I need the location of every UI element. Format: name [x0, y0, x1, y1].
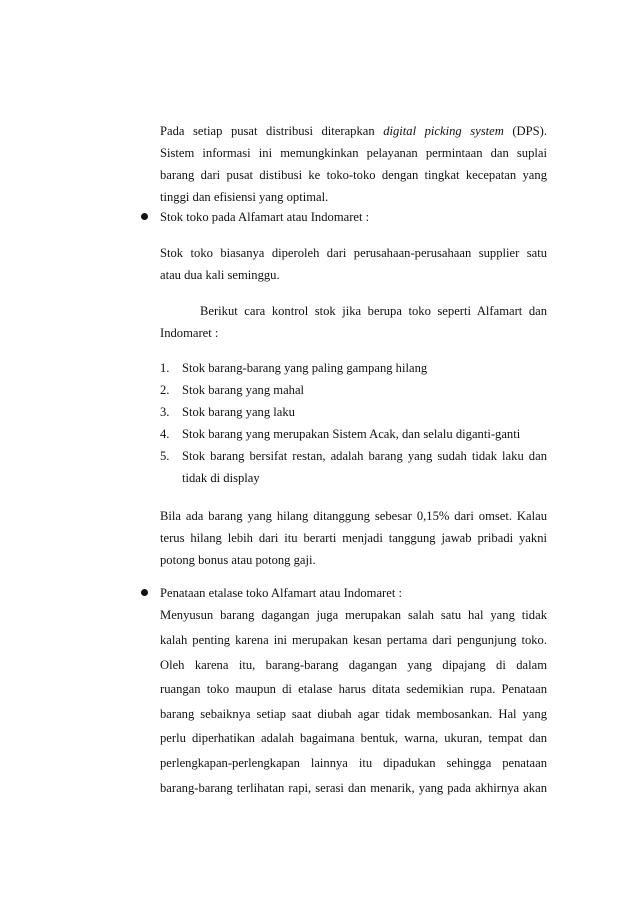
paragraph-etalase-line: barang-barang terlihatan rapi, serasi dan menarik, yang pada akhirnya akan: [160, 781, 547, 795]
list-number: 1.: [160, 361, 170, 375]
list-number: 5.: [160, 449, 170, 463]
list-item-continuation: tidak di display: [182, 471, 260, 485]
paragraph-etalase-line: Oleh karena itu, barang-barang dagangan yang dipajang di dalam: [160, 658, 547, 672]
list-number: 3.: [160, 405, 170, 419]
paragraph-etalase-line: perlu diperhatikan adalah bagaimana bentuk, warna, ukuran, tempat dan: [160, 731, 547, 745]
list-item: Stok barang yang merupakan Sistem Acak, dan selalu diganti-ganti: [182, 427, 521, 441]
paragraph-dps-line-1: Pada setiap pusat distribusi diterapkan digital picking system (DPS).: [160, 124, 547, 138]
list-item: Stok barang yang mahal: [182, 383, 305, 397]
bullet-icon: [141, 213, 148, 220]
paragraph-stok-line-1: Stok toko biasanya diperoleh dari perusahaan-perusahaan supplier satu: [160, 246, 547, 260]
list-number: 2.: [160, 383, 170, 397]
paragraph-stok-line-2: atau dua kali seminggu.: [160, 268, 280, 282]
paragraph-dps-line-2: Sistem informasi ini memungkinkan pelayanan permintaan dan suplai: [160, 146, 547, 160]
paragraph-etalase-line: kalah penting karena ini merupakan kesan pertama dari pengunjung toko.: [160, 633, 547, 647]
paragraph-dps-line-3: barang dari pusat distibusi ke toko-toko dengan tingkat kecepatan yang: [160, 168, 547, 182]
paragraph-kontrol-line-1: Berikut cara kontrol stok jika berupa toko seperti Alfamart dan: [200, 304, 547, 318]
paragraph-hilang-line-3: potong bonus atau potong gaji.: [160, 553, 316, 567]
list-item: Stok barang yang laku: [182, 405, 295, 419]
section-title-stok-toko: Stok toko pada Alfamart atau Indomaret :: [160, 210, 370, 224]
list-item: Stok barang bersifat restan, adalah barang yang sudah tidak laku dan: [182, 449, 547, 463]
paragraph-etalase-line: Menyusun barang dagangan juga merupakan salah satu hal yang tidak: [160, 608, 547, 622]
paragraph-etalase-line: perlengkapan-perlengkapan lainnya itu dipadukan sehingga penataan: [160, 756, 547, 770]
paragraph-etalase-line: barang sebaiknya setiap saat diubah agar tidak membosankan. Hal yang: [160, 707, 547, 721]
list-number: 4.: [160, 427, 170, 441]
paragraph-etalase-line: ruangan toko maupun di etalase harus ditata sedemikian rupa. Penataan: [160, 682, 547, 696]
paragraph-hilang-line-1: Bila ada barang yang hilang ditanggung sebesar 0,15% dari omset. Kalau: [160, 509, 547, 523]
paragraph-dps-line-4: tinggi dan efisiensi yang optimal.: [160, 190, 329, 204]
section-title-penataan-etalase: Penataan etalase toko Alfamart atau Indomaret :: [160, 586, 402, 600]
paragraph-hilang-line-2: terus hilang lebih dari itu berarti menjadi tanggung jawab pribadi yakni: [160, 531, 547, 545]
paragraph-kontrol-line-2: Indomaret :: [160, 326, 219, 340]
list-item: Stok barang-barang yang paling gampang hilang: [182, 361, 428, 375]
bullet-icon: [141, 589, 148, 596]
dps-term: digital picking system: [383, 124, 504, 138]
